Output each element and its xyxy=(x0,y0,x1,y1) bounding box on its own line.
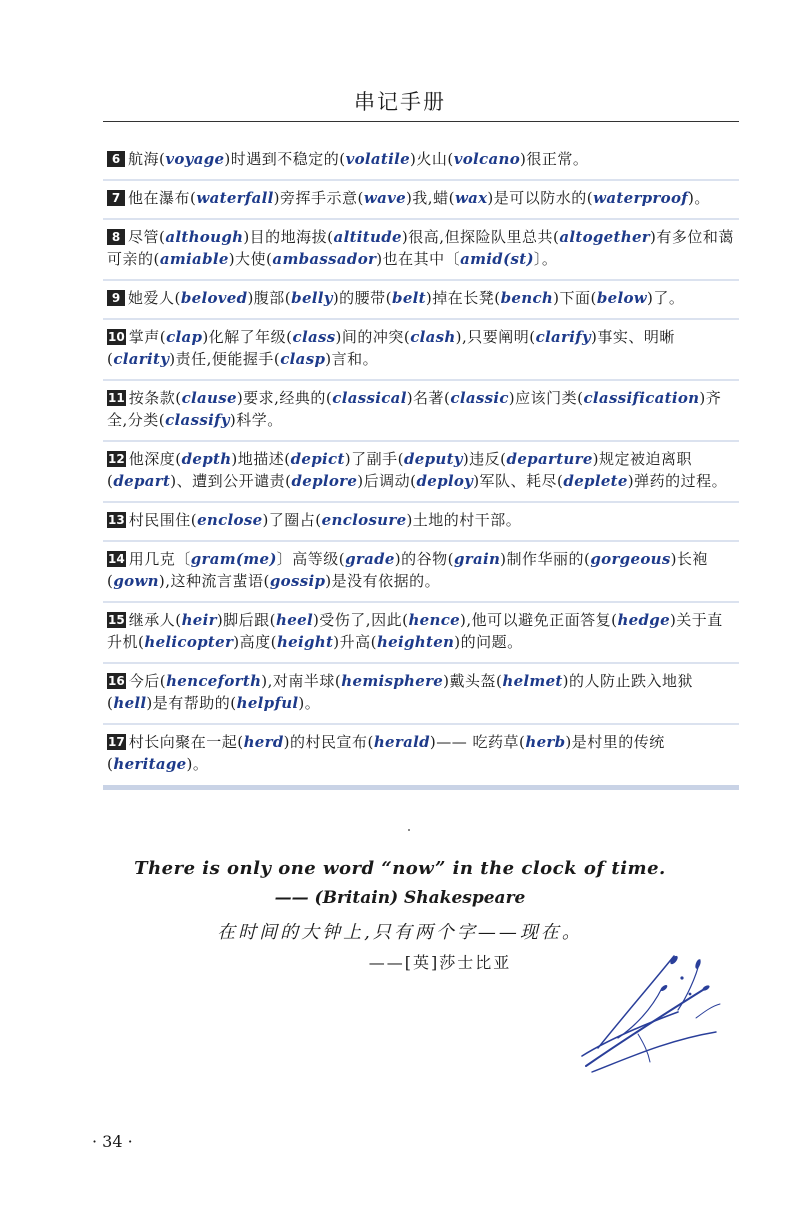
chinese-text: )很正常。 xyxy=(520,150,589,168)
chinese-text: 村民围住( xyxy=(128,511,198,529)
english-word: herald xyxy=(373,733,430,751)
chinese-text: )土地的村干部。 xyxy=(406,511,522,529)
chinese-text: )脚后跟( xyxy=(216,611,277,629)
english-word: depart xyxy=(113,472,171,490)
chinese-text: )了。 xyxy=(646,289,685,307)
chinese-text: )间的冲突( xyxy=(335,328,411,346)
english-word: although xyxy=(165,228,244,246)
chinese-text: )旁挥手示意( xyxy=(273,189,364,207)
chinese-text: )腹部( xyxy=(247,289,292,307)
chinese-text: )是可以防水的( xyxy=(487,189,594,207)
chinese-text: )关于直升机( xyxy=(107,611,723,651)
chinese-text: )军队、耗尽( xyxy=(473,472,564,490)
entry-number-badge: 7 xyxy=(107,190,125,206)
english-word: heighten xyxy=(376,633,455,651)
chinese-text: )受伤了,因此( xyxy=(312,611,409,629)
english-word: clap xyxy=(166,328,203,346)
chinese-text: )的问题。 xyxy=(454,633,523,651)
chinese-text: )下面( xyxy=(553,289,597,307)
english-word: clash xyxy=(410,328,456,346)
chinese-text: ),只要阐明( xyxy=(455,328,536,346)
english-word: grain xyxy=(453,550,501,568)
chinese-text: 〕高等级( xyxy=(276,550,346,568)
chinese-text: 掌声( xyxy=(128,328,167,346)
english-word: deploy xyxy=(416,472,474,490)
entry-number-badge: 6 xyxy=(107,151,125,167)
english-word: henceforth xyxy=(166,672,262,690)
english-word: amiable xyxy=(159,250,229,268)
chinese-text: )是村里的传统( xyxy=(107,733,665,773)
english-word: helmet xyxy=(502,672,563,690)
english-word: class xyxy=(292,328,336,346)
english-word: gown xyxy=(113,572,159,590)
english-word: gorgeous xyxy=(590,550,671,568)
english-word: below xyxy=(596,289,647,307)
english-word: wave xyxy=(363,189,406,207)
chinese-text: )制作华丽的( xyxy=(500,550,591,568)
chinese-text: )名著( xyxy=(406,389,451,407)
entry-number-badge: 10 xyxy=(108,330,125,344)
mnemonic-entry xyxy=(103,281,739,320)
mnemonic-entry xyxy=(103,320,739,381)
page-title: 串记手册 xyxy=(354,90,446,114)
quote-chinese: 在时间的大钟上,只有两个字——现在。 xyxy=(217,922,583,943)
mnemonic-entry xyxy=(103,542,739,603)
english-word: wax xyxy=(454,189,488,207)
chinese-text: )了副手( xyxy=(344,450,404,468)
chinese-text: )的人防止跌入地狱( xyxy=(107,672,694,712)
chinese-text: 航海( xyxy=(128,150,166,168)
english-word: altogether xyxy=(559,228,651,246)
chinese-text: )长袍( xyxy=(107,550,708,590)
english-word: clarify xyxy=(535,328,592,346)
mnemonic-list xyxy=(103,142,739,790)
chinese-text: 今后( xyxy=(128,672,167,690)
chinese-text: )戴头盔( xyxy=(443,672,503,690)
english-word: enclosure xyxy=(321,511,407,529)
chinese-text: 村长向聚在一起( xyxy=(128,733,244,751)
chinese-text: )违反( xyxy=(462,450,507,468)
chinese-text: 按条款( xyxy=(128,389,182,407)
english-word: enclose xyxy=(197,511,263,529)
decorative-dot xyxy=(408,829,410,831)
chinese-text: )是没有依据的。 xyxy=(325,572,441,590)
english-word: beloved xyxy=(180,289,248,307)
english-word: volatile xyxy=(345,150,410,168)
entry-number-badge: 9 xyxy=(107,290,125,306)
english-word: hell xyxy=(113,694,147,712)
chinese-text: 他在瀑布( xyxy=(128,189,197,207)
english-word: bench xyxy=(500,289,554,307)
english-word: hedge xyxy=(617,611,670,629)
chinese-text: )的谷物( xyxy=(394,550,454,568)
mnemonic-entry xyxy=(103,725,739,790)
chinese-text: )升高( xyxy=(333,633,377,651)
english-word: voyage xyxy=(165,150,225,168)
entry-number-badge: 17 xyxy=(108,735,125,749)
english-word: herb xyxy=(525,733,566,751)
chinese-text: )—— 吃药草( xyxy=(429,733,526,751)
chinese-text: )时遇到不稳定的( xyxy=(224,150,346,168)
chinese-text: )高度( xyxy=(233,633,277,651)
chinese-text: 〕。 xyxy=(533,250,558,268)
quote-english-attribution: —— (Britain) Shakespeare xyxy=(274,888,526,908)
english-word: height xyxy=(276,633,334,651)
chinese-text: )的村民宣布( xyxy=(283,733,374,751)
mnemonic-entry xyxy=(103,181,739,220)
chinese-text: 他深度( xyxy=(128,450,182,468)
english-word: clasp xyxy=(280,350,326,368)
chinese-text: )地描述( xyxy=(231,450,291,468)
entry-number-badge: 14 xyxy=(108,552,125,566)
header-rule xyxy=(103,121,739,122)
chinese-text: )化解了年级( xyxy=(202,328,293,346)
english-word: helpful xyxy=(236,694,299,712)
english-word: waterfall xyxy=(196,189,274,207)
orchid-illustration xyxy=(578,948,728,1078)
quote-english: There is only one word “now” in the clock of time. xyxy=(134,858,666,879)
chinese-text: 她爱人( xyxy=(128,289,181,307)
english-word: volcano xyxy=(453,150,521,168)
chinese-text: )责任,便能握手( xyxy=(169,350,281,368)
chinese-text: )齐全,分类( xyxy=(107,389,722,429)
english-word: hemisphere xyxy=(341,672,444,690)
chinese-text: )后调动( xyxy=(357,472,417,490)
chinese-text: )言和。 xyxy=(325,350,379,368)
mnemonic-entry xyxy=(103,220,739,281)
english-word: gossip xyxy=(269,572,326,590)
english-word: hence xyxy=(408,611,460,629)
english-word: clause xyxy=(181,389,237,407)
english-word: deplete xyxy=(563,472,628,490)
mnemonic-entry xyxy=(103,442,739,503)
chinese-text: ),对南半球( xyxy=(261,672,342,690)
chinese-text: )。 xyxy=(688,189,710,207)
english-word: helicopter xyxy=(144,633,234,651)
english-word: deputy xyxy=(403,450,463,468)
english-word: heel xyxy=(276,611,313,629)
english-word: classify xyxy=(165,411,230,429)
mnemonic-entry xyxy=(103,664,739,725)
chinese-text: )弹药的过程。 xyxy=(627,472,728,490)
chinese-text: 用几克〔 xyxy=(128,550,191,568)
english-word: herd xyxy=(243,733,284,751)
english-word: waterproof xyxy=(593,189,689,207)
chinese-text: )。 xyxy=(186,755,209,773)
entry-number-badge: 8 xyxy=(107,229,125,245)
chinese-text: )。 xyxy=(298,694,321,712)
english-word: deplore xyxy=(291,472,358,490)
chinese-text: )我,蜡( xyxy=(405,189,455,207)
chinese-text: )大使( xyxy=(228,250,273,268)
mnemonic-entry xyxy=(103,603,739,664)
english-word: clarity xyxy=(113,350,170,368)
chinese-text: )有多位和蔼可亲的( xyxy=(107,228,734,268)
english-word: ambassador xyxy=(272,250,377,268)
chinese-text: )目的地海拔( xyxy=(243,228,334,246)
chinese-text: )了圈占( xyxy=(262,511,322,529)
entry-number-badge: 13 xyxy=(108,513,125,527)
english-word: departure xyxy=(506,450,593,468)
chinese-text: )的腰带( xyxy=(332,289,393,307)
chinese-text: ),他可以避免正面答复( xyxy=(459,611,618,629)
chinese-text: )掉在长凳( xyxy=(425,289,501,307)
english-word: altitude xyxy=(333,228,402,246)
chinese-text: )火山( xyxy=(410,150,454,168)
page-number: · 34 · xyxy=(92,1132,133,1151)
mnemonic-entry xyxy=(103,381,739,442)
entry-number-badge: 16 xyxy=(108,674,125,688)
chinese-text: )也在其中〔 xyxy=(376,250,461,268)
english-word: belly xyxy=(291,289,333,307)
entry-number-badge: 12 xyxy=(108,452,125,466)
english-word: amid(st) xyxy=(460,250,534,268)
english-word: grade xyxy=(345,550,395,568)
chinese-text: )科学。 xyxy=(229,411,283,429)
quote-chinese-attribution: ——[英]莎士比亚 xyxy=(368,953,512,972)
mnemonic-entry xyxy=(103,142,739,181)
english-word: classical xyxy=(332,389,407,407)
entry-number-badge: 11 xyxy=(108,391,125,405)
entry-number-badge: 15 xyxy=(108,613,125,627)
english-word: classic xyxy=(450,389,509,407)
english-word: gram(me) xyxy=(190,550,277,568)
chinese-text: )很高,但探险队里总共( xyxy=(401,228,560,246)
english-word: depth xyxy=(181,450,232,468)
chinese-text: 继承人( xyxy=(128,611,182,629)
chinese-text: )要求,经典的( xyxy=(236,389,333,407)
chinese-text: )、遭到公开谴责( xyxy=(170,472,292,490)
english-word: belt xyxy=(392,289,426,307)
chinese-text: ),这种流言蜚语( xyxy=(158,572,270,590)
chinese-text: )是有帮助的( xyxy=(146,694,237,712)
english-word: heir xyxy=(181,611,217,629)
english-word: depict xyxy=(290,450,345,468)
chinese-text: 尽管( xyxy=(128,228,166,246)
chinese-text: )应该门类( xyxy=(508,389,584,407)
mnemonic-entry xyxy=(103,503,739,542)
chinese-text: )规定被迫离职( xyxy=(107,450,693,490)
english-word: heritage xyxy=(113,755,187,773)
english-word: classification xyxy=(583,389,700,407)
chinese-text: )事实、明晰( xyxy=(107,328,675,368)
